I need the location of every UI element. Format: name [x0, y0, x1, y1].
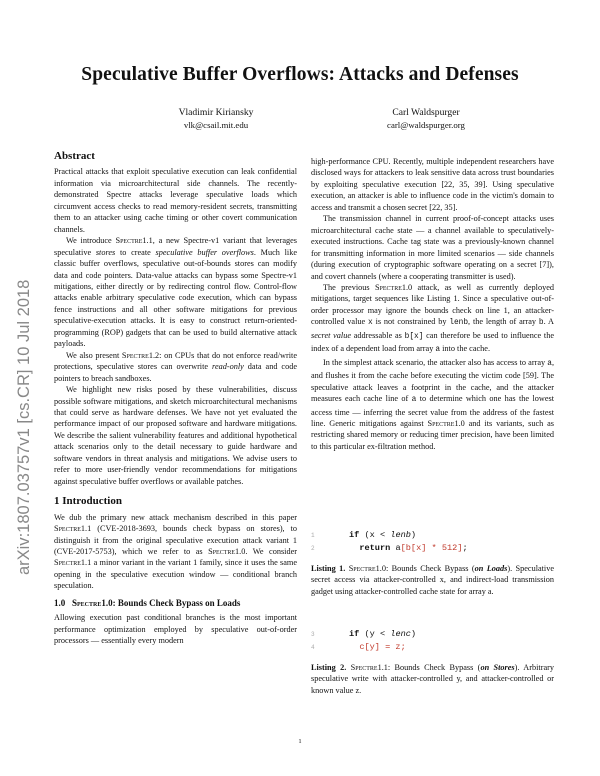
subsection-heading: 1.0 Spectre1.0: Bounds Check Bypass on Loads	[54, 597, 241, 608]
section-heading-introduction: 1 Introduction	[54, 495, 122, 508]
listing-2-caption: Listing 2. Spectre1.1: Bounds Check Bypass (on Stores). Arbitrary speculative write with attacker-controlled y, and attacker-controlled or known value z.	[311, 663, 554, 695]
body-paragraph: In the simplest attack scenario, the attacker also has access to array a, and flushes it from the cache before executing the victim code [59]. The speculative attack leaves a footprint in the cache, and the attacker measures each cache line of a to determine which one has the lowest access time — inferring the secret value from the address of the fastest line. Generic mitigations against Spectre1.0 and its variants, such as restricting shared memory or reducing timer precision, have been limited to this particular ex-filtration method.	[311, 357, 554, 451]
body-paragraph: The transmission channel in current proof-of-concept attacks uses microarchitectural cache state — a channel available to speculatively-executed instructions. Cache tag state was a previously-known channel for transmitting information in more limited scenarios — side channels (during execution of cryptographic software operating on a secret [7]), and covert channels (where a cooperating transmitter is used).	[311, 214, 554, 281]
author-name: Carl Waldspurger	[392, 107, 460, 118]
abstract-paragraph: We introduce Spectre1.1, a new Spectre-v1 variant that leverages speculative stores to create speculative buffer overflows. Much like classic buffer overflows, speculative out-of-bounds stores can modify data and code pointers. Data-value attacks can bypass some Spectre-v1 mitigations, either directly or by redirecting control flow. Control-flow attacks enable arbitrary speculative code execution, which can bypass fence instructions and all other software mitigations for previous speculative-execution attacks. It is easy to construct return-oriented-programming (ROP) gadgets that can be used to build alternative attack payloads.	[54, 236, 298, 349]
arxiv-stamp: arXiv:1807.03757v1 [cs.CR] 10 Jul 2018	[15, 279, 33, 575]
author-name: Vladimir Kiriansky	[178, 107, 254, 118]
author-email[interactable]: vlk@csail.mit.edu	[183, 120, 249, 130]
listing-1-caption: Listing 1. Spectre1.0: Bounds Check Bypass (on Loads). Speculative secret access via attacker-controlled x, and indirect-load transmission gadget using attacker-controlled cache state for array a.	[311, 564, 555, 596]
paper-title: Speculative Buffer Overflows: Attacks and Defenses	[81, 64, 519, 85]
author-1	[116, 106, 316, 132]
code-line: 2 return a[b[x] * 512];	[311, 543, 468, 553]
abstract-paragraph: We highlight new risks posed by these vulnerabilities, discuss possible software mitigations, and sketch microarchitectural mechanisms that could serve as hardware defenses. We have not yet evaluated the performance impact of our proposed software and hardware mitigations. We describe the salient vulnerability features and additional hypothetical attack scenarios only to the detail necessary to guide hardware and software vendors in threat analysis and mitigations. We advise users to refer to more user-friendly vendor recommendations for mitigations against speculative buffer overflows or available patches.	[54, 385, 297, 486]
intro-paragraph: We dub the primary new attack mechanism described in this paper Spectre1.1 (CVE-2018-3693, bounds check bypass on stores), to distinguish it from the original speculative execution attack variant 1 (CVE-2017-5753), which we refer to as Spectre1.0. We consider Spectre1.1 a minor variant in the variant 1 family, since it uses the same opening in the speculative execution window — conditional branch speculation.	[54, 512, 297, 591]
code-line: 3 if (y < lenc)	[311, 629, 417, 639]
right-column	[311, 156, 554, 452]
body-paragraph: The previous Spectre1.0 attack, as well as currently deployed mitigations, target sequences like Listing 1. Since a speculative out-of-order processor may ignore the bounds check on line 1, an attacker-controlled value x is not constrained by lenb, the length of array b. A secret value addressable as b[x] can therefore be used to influence the index of a dependent load from array a into the cache.	[311, 282, 554, 355]
left-column	[54, 151, 297, 647]
intro-paragraph: Allowing execution past conditional branches is the most important performance optimization employed by speculative out-of-order processors — essentially every modern	[54, 613, 297, 646]
listing-2-code	[311, 628, 556, 654]
listing-1-code	[311, 529, 556, 555]
page-number: 1	[298, 738, 302, 745]
code-line: 1 if (x < lenb)	[311, 530, 417, 540]
author-email[interactable]: carl@waldspurger.org	[387, 120, 465, 130]
author-2	[326, 106, 526, 132]
abstract-paragraph: Practical attacks that exploit speculative execution can leak confidential information via microarchitectural side channels. The recently-demonstrated Spectre attacks leverage speculative loads which circumvent access checks to read memory-resident secrets, transmitting them to an attacker using cache timing or other covert communication channels.	[54, 167, 297, 234]
code-line: 4 c[y] = z;	[311, 642, 406, 652]
abstract-heading: Abstract	[54, 150, 95, 162]
abstract-paragraph: We also present Spectre1.2: on CPUs that do not enforce read/write protections, speculative stores can overwrite read-only data and code pointers to breach sandboxes.	[54, 350, 297, 383]
body-paragraph: high-performance CPU. Recently, multiple independent researchers have disclosed ways for attackers to leak sensitive data across trust boundaries by exploiting speculative execution [22, 35, 39]. Using speculative execution, an attacker is able to influence code in the victim's domain to access and transmit a chosen secret [22, 35].	[311, 157, 554, 212]
